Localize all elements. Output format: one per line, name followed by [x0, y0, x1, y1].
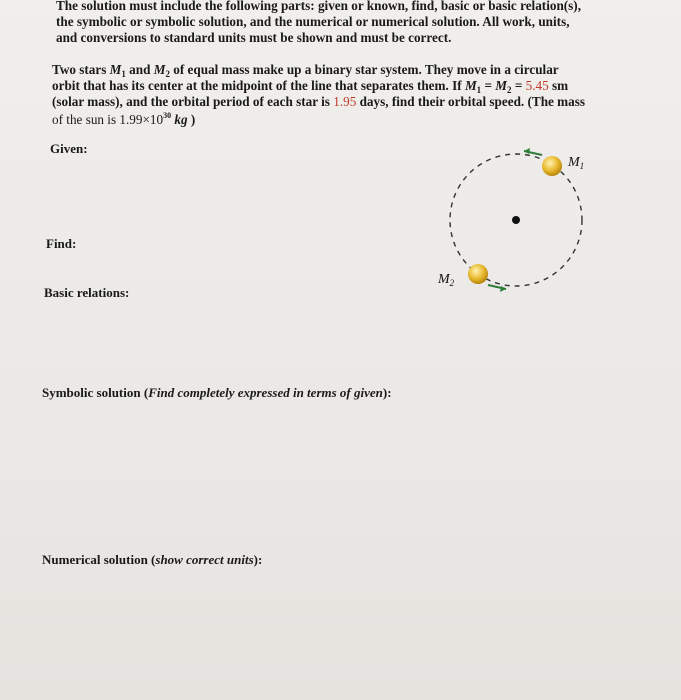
- mass-value: 5.45: [525, 78, 549, 93]
- given-label: Given:: [50, 141, 88, 156]
- problem-line-1: Two stars $M_1$ and $M_2$ of equal mass make up a binary star system. They move in a circular: [52, 62, 559, 79]
- star-m1: [542, 156, 562, 176]
- orbit-center: [512, 216, 520, 224]
- basic-relations-label: Basic relations:: [44, 285, 130, 300]
- m2-arrow-head: [500, 286, 506, 292]
- label-m2: $M_2$: [438, 272, 455, 288]
- problem-line-4: of the sun is $1.99\times 10^{30}$ kg ): [52, 111, 196, 127]
- instructions-line-3: and conversions to standard units must be shown and must be correct.: [56, 30, 452, 45]
- symbolic-solution-label: Symbolic solution (Find completely expressed in terms of given):: [42, 385, 392, 400]
- find-label: Find:: [46, 236, 77, 251]
- label-m1: $M_1$: [568, 155, 585, 171]
- problem-line-3: (solar mass), and the orbital period of each star is 1.95 days, find their orbital speed. (The mass: [52, 94, 586, 109]
- numerical-solution-label: Numerical solution (show correct units):: [42, 552, 263, 567]
- problem-line-2: orbit that has its center at the midpoint of the line that separates them. If $M_1 = M_2 = 5.45$ sm: [52, 78, 569, 95]
- period-value: 1.95: [333, 94, 357, 109]
- m1-arrow-head: [524, 148, 530, 154]
- instructions-line-1: The solution must include the following parts: given or known, find, basic or basic relation(s),: [56, 0, 581, 13]
- instructions-line-2: the symbolic or symbolic solution, and the numerical or numerical solution. All work, units,: [56, 14, 570, 29]
- binary-star-diagram: [420, 140, 600, 300]
- star-m2: [468, 264, 488, 284]
